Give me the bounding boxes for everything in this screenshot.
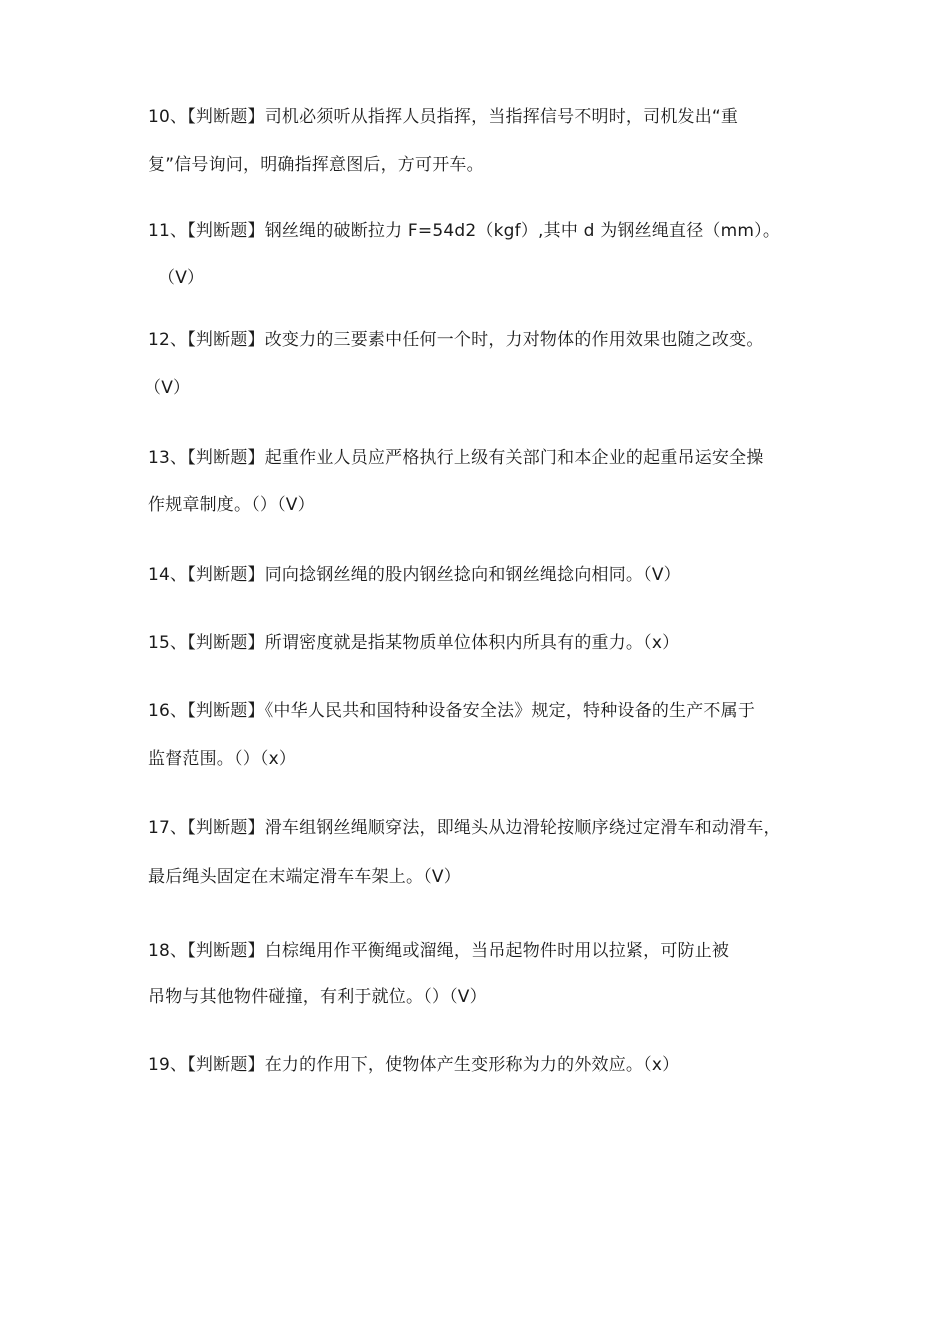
q17-line-2: 最后绳头固定在末端定滑车车架上。（V） [148,867,461,887]
q19-line-1: 19、【判断题】在力的作用下，使物体产生变形称为力的外效应。（x） [148,1055,680,1075]
q16-line-1: 16、【判断题】《中华人民共和国特种设备安全法》规定，特种设备的生产不属于 [148,701,756,721]
q13-line-2: 作规章制度。（）（V） [148,495,315,515]
q11-answer: （V） [158,268,205,288]
q12-answer: （V） [144,378,191,398]
q15-line-1: 15、【判断题】所谓密度就是指某物质单位体积内所具有的重力。（x） [148,633,680,653]
q10-line-1: 10、【判断题】司机必须听从指挥人员指挥，当指挥信号不明时，司机发出“重 [148,107,739,127]
q14-line-1: 14、【判断题】同向捻钢丝绳的股内钢丝捻向和钢丝绳捻向相同。（V） [148,565,681,585]
q11-line-1: 11、【判断题】钢丝绳的破断拉力 F=54d2（kgf）,其中 d 为钢丝绳直径（mm）。 [148,221,781,241]
q18-line-2: 吊物与其他物件碰撞，有利于就位。（）（V） [148,987,487,1007]
q12-line-1: 12、【判断题】改变力的三要素中任何一个时，力对物体的作用效果也随之改变。 [148,330,764,350]
q16-line-2: 监督范围。（）（x） [148,749,297,769]
q17-line-1: 17、【判断题】滑车组钢丝绳顺穿法，即绳头从边滑轮按顺序绕过定滑车和动滑车， [148,818,781,838]
q18-line-1: 18、【判断题】白棕绳用作平衡绳或溜绳，当吊起物件时用以拉紧，可防止被 [148,941,730,961]
q10-line-2: 复”信号询问，明确指挥意图后，方可开车。 [148,155,484,175]
q13-line-1: 13、【判断题】起重作业人员应严格执行上级有关部门和本企业的起重吊运安全操 [148,448,764,468]
